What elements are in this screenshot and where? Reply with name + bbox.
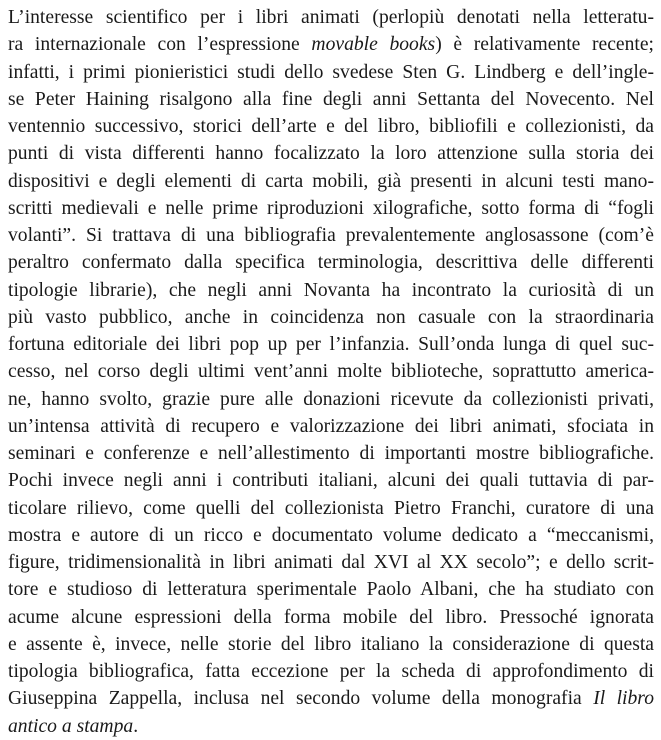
text-run: Pochi invece negli anni i contributi italiani, alcuni dei quali tuttavia di par- — [8, 470, 654, 492]
text-run: . — [133, 715, 139, 737]
text-line — [8, 168, 654, 195]
text-line — [8, 386, 654, 413]
text-run: ra internazionale con l’espressione — [8, 34, 312, 56]
text-run: peraltro confermato dalla specifica terminologia, descrittiva delle differenti — [8, 252, 654, 274]
text-line — [8, 495, 654, 522]
text-line — [8, 576, 654, 603]
text-run: cesso, nel corso degli ultimi vent’anni molte biblioteche, soprattutto america- — [8, 361, 654, 383]
italic-text-run: Il libro — [593, 688, 654, 710]
text-run: figure, tridimensionalità in libri animati dal XVI al XX secolo”; e dello scrit- — [8, 552, 654, 573]
text-run: L’interesse scientifico per i libri animati (perlopiù denotati nella letteratu- — [8, 7, 654, 28]
text-line — [8, 713, 654, 740]
text-run: tore e studioso di letteratura sperimentale Paolo Albani, che ha studiato con — [8, 579, 654, 601]
text-run: ne, hanno svolto, grazie pure alle donazioni ricevute da collezionisti privati, — [8, 388, 654, 410]
text-run: dispositivi e degli elementi di carta mobili, già presenti in alcuni testi mano- — [8, 170, 654, 192]
text-run: acume alcune espressioni della forma mobile del libro. Pressoché ignorata — [8, 606, 654, 628]
text-run: ventennio successivo, storici dell’arte e del libro, bibliofili e collezionisti, da — [8, 116, 654, 137]
text-run: più vasto pubblico, anche in coincidenza non casuale con la straordinaria — [8, 306, 654, 328]
text-run: se Peter Haining risalgono alla fine degli anni Settanta del Novecento. Nel — [8, 88, 654, 110]
text-run: un’intensa attività di recupero e valorizzazione dei libri animati, sfociata in — [8, 415, 654, 437]
text-run: ticolare rilievo, come quelli del collezionista Pietro Franchi, curatore di una — [8, 497, 654, 519]
text-run: e assente è, invece, nelle storie del libro italiano la considerazione di questa — [8, 633, 654, 655]
text-line — [8, 549, 654, 576]
text-run: tipologie librarie), che negli anni Novanta ha incontrato la curiosità di un — [8, 279, 654, 301]
text-run: ) è relativamente recente; — [435, 34, 654, 56]
text-run: punti di vista differenti hanno focalizzato la loro attenzione sulla storia dei — [8, 143, 654, 165]
text-line — [8, 604, 654, 631]
text-line — [8, 467, 654, 494]
text-line — [8, 522, 654, 549]
italic-text-run: antico a stampa — [8, 715, 134, 737]
text-run: infatti, i primi pionieristici studi dello svedese Sten G. Lindberg e dell’ingle- — [8, 61, 654, 83]
text-run: volanti”. Si trattava di una bibliografia prevalentemente anglosassone (com’è — [8, 225, 654, 246]
text-run: Giuseppina Zappella, inclusa nel secondo volume della monografia — [8, 688, 594, 710]
text-line — [8, 304, 654, 331]
text-line — [8, 113, 654, 140]
text-line — [8, 413, 654, 440]
italic-text-run: movable books — [311, 34, 436, 56]
text-line — [8, 222, 654, 249]
text-line — [8, 249, 654, 276]
text-line — [8, 195, 654, 222]
text-line — [8, 631, 654, 658]
text-line — [8, 59, 654, 86]
text-line — [8, 440, 654, 467]
document-page — [8, 4, 654, 740]
text-run: seminari e conferenze e nell’allestimento di importanti mostre bibliografiche. — [8, 443, 654, 464]
text-line — [8, 4, 654, 31]
text-run: scritti medievali e nelle prime riproduzioni xilografiche, sotto forma di “fogli — [8, 197, 654, 219]
text-line — [8, 331, 654, 358]
text-run: fortuna editoriale dei libri pop up per l’infanzia. Sull’onda lunga di quel suc- — [8, 334, 654, 355]
text-line — [8, 277, 654, 304]
text-line — [8, 358, 654, 385]
text-line — [8, 31, 654, 58]
text-line — [8, 86, 654, 113]
text-line — [8, 658, 654, 685]
text-line — [8, 140, 654, 167]
text-run: tipologia bibliografica, fatta eccezione per la scheda di approfondimento di — [8, 661, 654, 682]
text-run: mostra e autore di un ricco e documentato volume dedicato a “meccanismi, — [8, 524, 654, 546]
